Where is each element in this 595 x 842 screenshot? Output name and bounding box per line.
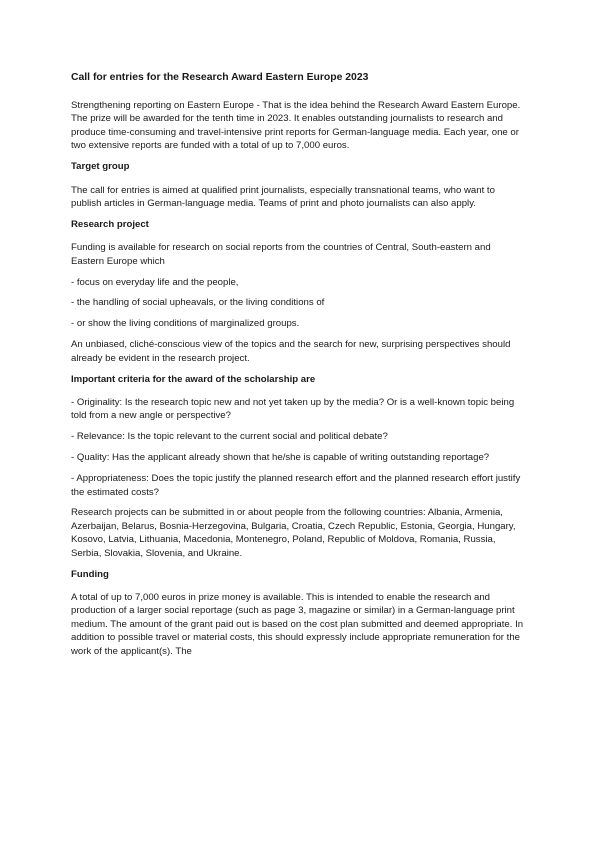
criterion-item: [71, 451, 526, 464]
criterion-text: Has the applicant already shown that he/she is capable of writing outstanding reportage?: [109, 452, 490, 464]
target-group-heading: Target group: [71, 161, 130, 173]
research-project-heading: Research project: [71, 218, 149, 230]
criterion-item: [71, 430, 526, 443]
research-project-item: - the handling of social upheavals, or the living conditions of: [71, 297, 325, 309]
intro-paragraph: Strengthening reporting on Eastern Europe - That is the idea behind the Research Award Eastern Europe. The prize will be awarded for the tenth time in 2023. It enables outstanding journalists to research and produce time-consuming and travel-intensive print reports for German-language media. Each year, one or two extensive reports are funded with a total of up to 7,000 euros.: [71, 100, 521, 152]
criterion-text: Is the topic relevant to the current social and political debate?: [124, 431, 388, 443]
document-title: Call for entries for the Research Award Eastern Europe 2023: [71, 72, 369, 83]
research-project-item: - or show the living conditions of marginalized groups.: [71, 318, 300, 330]
criterion-item: [71, 396, 526, 423]
funding-heading: Funding: [71, 568, 109, 580]
countries-paragraph: Research projects can be submitted in or about people from the following countries: Albania, Armenia, Azerbaijan, Belarus, Bosnia-Herzegovina, Bulgaria, Croatia, Czech Republic, Estonia, Georgia, Hungary, Kosovo, Latvia, Lithuania, Macedonia, Montenegro, Poland, Republic of Moldova, Romania, Russia, Serbia, Slovakia, Slovenia, and Ukraine.: [71, 507, 516, 559]
research-project-item: - focus on everyday life and the people,: [71, 276, 239, 288]
criterion-name: - Quality:: [71, 452, 110, 464]
criteria-heading: Important criteria for the award of the scholarship are: [71, 373, 316, 385]
target-group-paragraph: The call for entries is aimed at qualified print journalists, especially transnational teams, who want to publish articles in German-language media. Teams of print and photo journalists can also apply.: [71, 184, 495, 209]
document-body: [71, 71, 526, 666]
criterion-item: [71, 472, 526, 499]
criterion-text: Does the topic justify the planned research effort and the planned research effort justify the estimated costs?: [71, 473, 521, 498]
criterion-name: - Originality:: [71, 397, 123, 408]
criterion-name: - Appropriateness:: [71, 473, 149, 485]
funding-paragraph: A total of up to 7,000 euros in prize money is available. This is intended to enable the research and production of a larger social reportage (such as page 3, magazine or similar) in a German-language print medium. The amount of the grant paid out is based on the cost plan submitted and deemed appropriate. In addition to possible travel or material costs, this should expressly include appropriate remuneration for the work of the applicant(s). The: [71, 591, 524, 657]
criterion-text: Is the research topic new and not yet taken up by the media? Or is a well-known topic being told from a new angle or perspective?: [71, 397, 515, 422]
research-project-paragraph: Funding is available for research on social reports from the countries of Central, South-eastern and Eastern Europe which: [71, 242, 491, 267]
criterion-name: - Relevance:: [71, 431, 125, 443]
research-project-closing: An unbiased, cliché-conscious view of the topics and the search for new, surprising perspectives should already be evident in the research project.: [71, 339, 511, 364]
